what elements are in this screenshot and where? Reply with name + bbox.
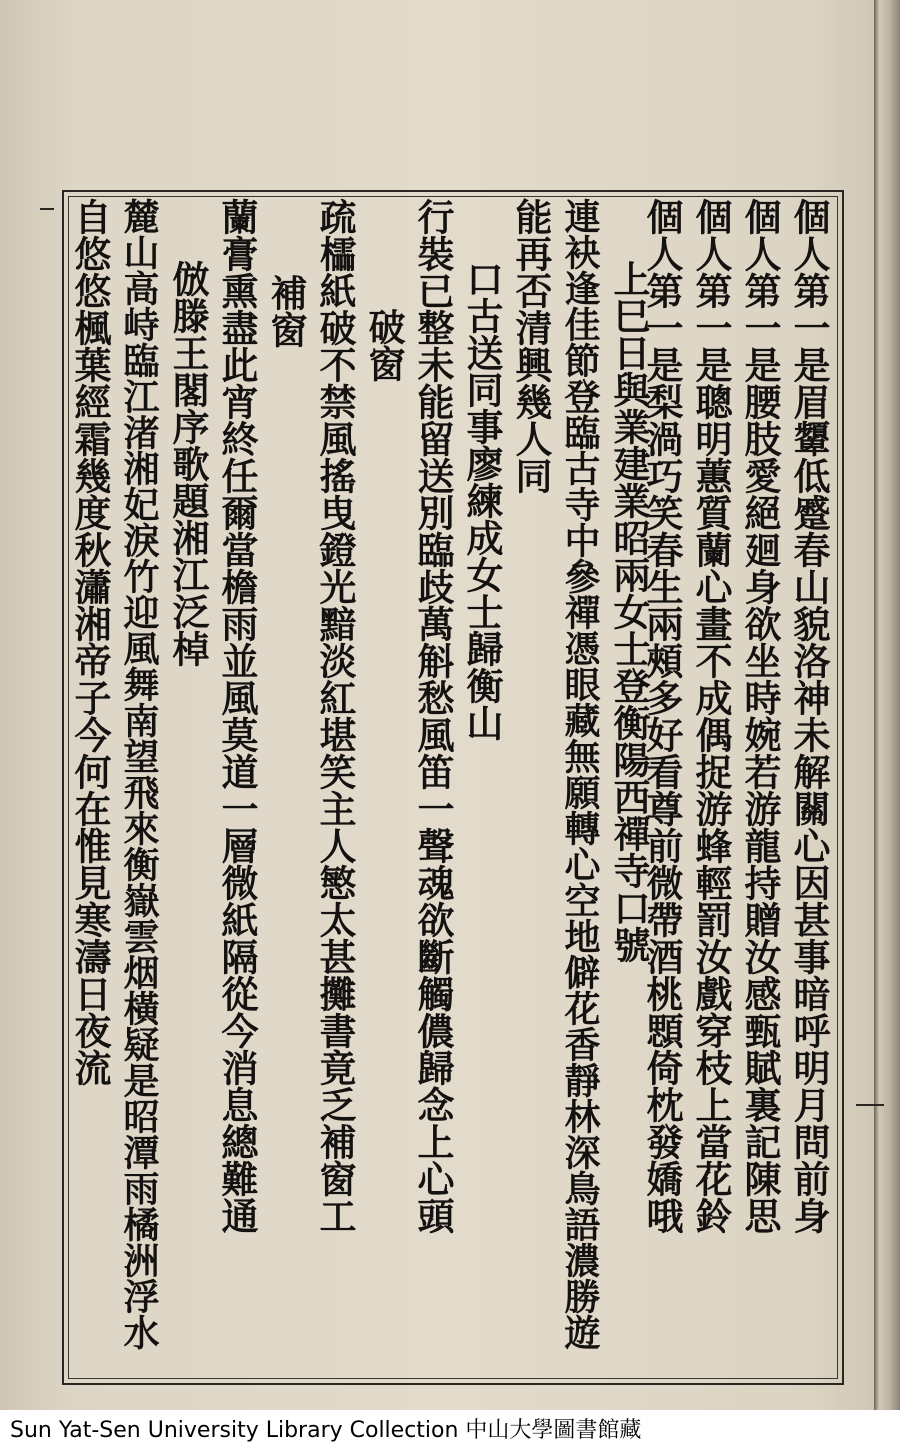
text-column: 個人第一是梨渦巧笑春生兩頰多好看尊前微帶酒桃顋倚枕發嬌哦 bbox=[640, 198, 684, 1234]
book-edge bbox=[874, 0, 900, 1410]
text-column: 個人第一是腰肢愛絕廻身欲坐時婉若游龍持贈汝感甄賦裏記陳思 bbox=[738, 198, 782, 1234]
collection-credit: Sun Yat-Sen University Library Collection 中山大學圖書館藏 bbox=[10, 1418, 642, 1443]
text-column-heading: 破窗 bbox=[362, 308, 406, 382]
text-column: 疏櫺紙破不禁風搖曳鐙光黯淡紅堪笑主人慜太甚攤書竟乏補窗工 bbox=[313, 198, 357, 1234]
text-column: 行裝已整未能留送別臨歧萬斛愁風笛一聲魂欲斷觸儂歸念上心頭 bbox=[411, 198, 455, 1234]
fold-marker bbox=[856, 1104, 884, 1106]
text-column: 麓山高峙臨江渚湘妃淚竹迎風舞南望飛來衡嶽雲烟橫疑是昭潭雨橘洲浮水 bbox=[118, 198, 160, 1350]
text-column: 連袂逢佳節登臨古寺中參禪憑眼藏無願轉心空地僻花香靜林深鳥語濃勝遊 bbox=[559, 198, 601, 1350]
text-column-heading: 倣滕王閣序歌題湘江泛棹 bbox=[166, 260, 210, 667]
text-column-heading: 口古送同事廖練成女士歸衡山 bbox=[460, 260, 504, 741]
text-column-heading: 上巳日與業建業昭兩女士登衡陽西禪寺口號 bbox=[607, 260, 651, 963]
text-column: 蘭膏熏盡此宵終任爾當檐雨並風莫道一層微紙隔從今消息總難通 bbox=[215, 198, 259, 1234]
text-column-heading: 補窗 bbox=[264, 274, 308, 348]
text-column: 自悠悠楓葉經霜幾度秋瀟湘帝子今何在惟見寒濤日夜流 bbox=[68, 198, 112, 1086]
text-column: 能再否清興幾人同 bbox=[509, 198, 553, 494]
margin-tick bbox=[40, 208, 54, 210]
text-column: 個人第一是眉顰低蹙春山貌洛神未解關心因甚事暗呼明月問前身 bbox=[787, 198, 831, 1234]
text-column: 個人第一是聰明蕙質蘭心畫不成偶捉游蜂輕罰汝戲穿枝上當花鈴 bbox=[689, 198, 733, 1234]
